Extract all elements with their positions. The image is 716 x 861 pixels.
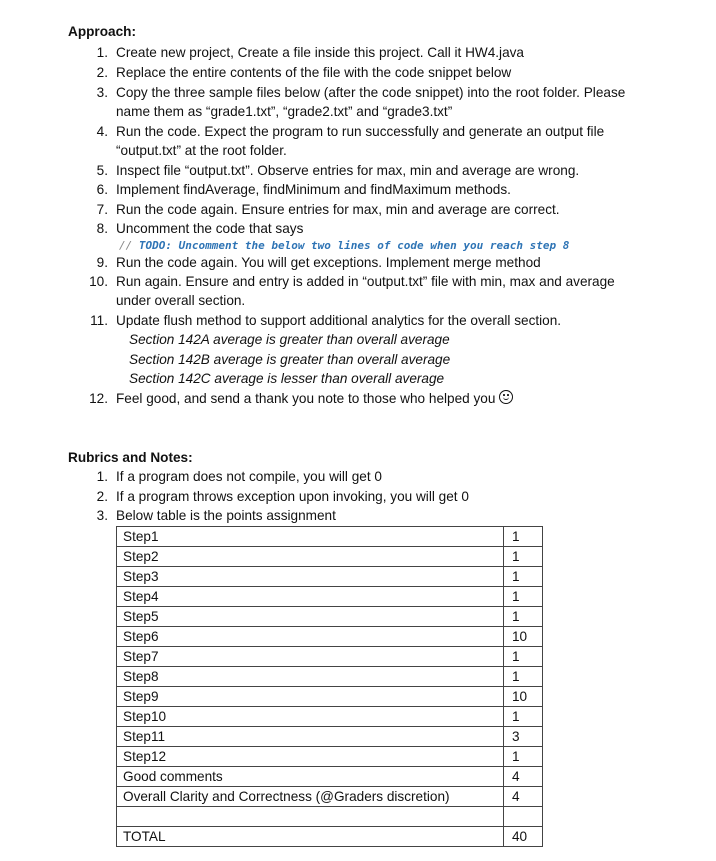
table-row: [117, 547, 543, 567]
table-row: [117, 607, 543, 627]
label-cell: Overall Clarity and Correctness (@Graders discretion): [117, 787, 504, 807]
label-cell: Step2: [117, 547, 504, 567]
points-cell: 10: [504, 627, 543, 647]
points-cell: 4: [504, 787, 543, 807]
label-cell: Step8: [117, 667, 504, 687]
rubrics-heading: Rubrics and Notes:: [68, 450, 193, 465]
table-row: [117, 667, 543, 687]
label-cell: [117, 807, 504, 827]
label-cell: Step6: [117, 627, 504, 647]
points-cell: 4: [504, 767, 543, 787]
approach-heading: Approach:: [68, 24, 136, 39]
table-row-empty: [117, 807, 543, 827]
table-row: [117, 707, 543, 727]
table-row: [117, 727, 543, 747]
points-cell: 1: [504, 587, 543, 607]
table-row: [117, 787, 543, 807]
label-cell: Step11: [117, 727, 504, 747]
table-row: [117, 687, 543, 707]
list-item-continuation: “output.txt” at the root folder.: [116, 143, 287, 158]
points-cell: 1: [504, 567, 543, 587]
label-cell: Good comments: [117, 767, 504, 787]
points-cell: [504, 807, 543, 827]
label-cell: Step9: [117, 687, 504, 707]
table-row: [117, 747, 543, 767]
list-item-continuation: under overall section.: [116, 293, 246, 308]
table-row: [117, 527, 543, 547]
table-row: [117, 647, 543, 667]
points-cell: 40: [504, 827, 543, 847]
label-cell: Step10: [117, 707, 504, 727]
label-cell: Step12: [117, 747, 504, 767]
table-row: [117, 567, 543, 587]
label-cell: Step7: [117, 647, 504, 667]
table-row: [117, 627, 543, 647]
points-cell: 10: [504, 687, 543, 707]
analytics-line: Section 142B average is greater than overall average: [129, 352, 451, 367]
analytics-line: Section 142C average is lesser than overall average: [129, 371, 445, 386]
points-cell: 1: [504, 527, 543, 547]
list-item-continuation: name them as “grade1.txt”, “grade2.txt” and “grade3.txt”: [116, 104, 453, 119]
table-row: [117, 587, 543, 607]
table-row-total: [117, 827, 543, 847]
label-cell: Step1: [117, 527, 504, 547]
label-cell: Step4: [117, 587, 504, 607]
points-cell: 1: [504, 607, 543, 627]
label-cell: Step5: [117, 607, 504, 627]
points-cell: 1: [504, 707, 543, 727]
analytics-line: Section 142A average is greater than overall average: [129, 332, 450, 347]
code-comment: // TODO: Uncomment the below two lines of code when you reach step 8: [119, 239, 570, 252]
label-cell: TOTAL: [117, 827, 504, 847]
points-cell: 3: [504, 727, 543, 747]
points-cell: 1: [504, 667, 543, 687]
points-cell: 1: [504, 647, 543, 667]
table-row: [117, 767, 543, 787]
label-cell: Step3: [117, 567, 504, 587]
smiley-icon: [499, 390, 513, 404]
points-cell: 1: [504, 547, 543, 567]
points-cell: 1: [504, 747, 543, 767]
points-table: [116, 526, 543, 847]
